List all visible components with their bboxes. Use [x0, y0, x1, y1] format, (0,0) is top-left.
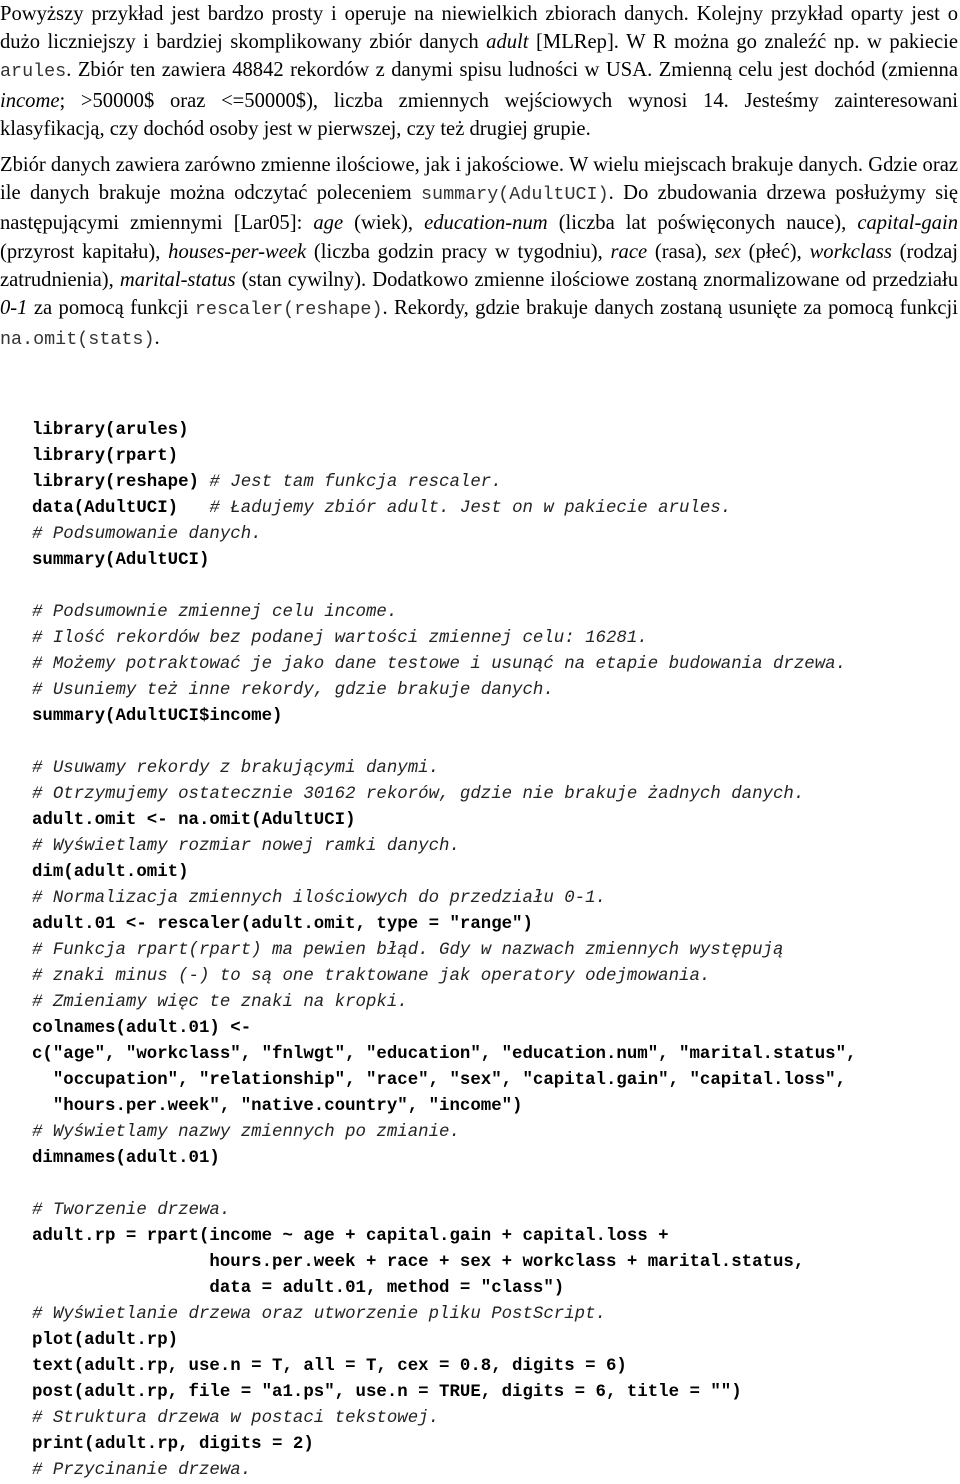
code-comment: # Zmieniamy więc te znaki na kropki.	[32, 993, 408, 1012]
code-line	[32, 912, 957, 938]
code-line	[32, 1094, 957, 1120]
variable-name: age	[313, 212, 344, 235]
variable-name: houses-per-week	[168, 240, 307, 263]
code-comment: # Otrzymujemy ostatecznie 30162 rekorów, gdzie nie brakuje żadnych danych.	[32, 785, 805, 804]
code-comment: # Podsumownie zmiennej celu income.	[32, 603, 398, 622]
code-line	[32, 808, 957, 834]
code-comment: # Ładujemy zbiór adult. Jest on w pakiecie arules.	[209, 499, 732, 518]
code-line	[32, 1120, 957, 1146]
code-command: text(adult.rp, use.n = T, all = T, cex = 0.8, digits = 6)	[32, 1357, 627, 1376]
code-line	[32, 1328, 957, 1354]
code-command: "hours.per.week", "native.country", "income")	[32, 1097, 523, 1116]
variable-name: race	[610, 240, 648, 263]
code-line	[32, 1198, 957, 1224]
code-command: library(reshape)	[32, 473, 210, 492]
code-line	[32, 1458, 957, 1484]
code-line	[32, 1042, 957, 1068]
code-line	[32, 1354, 957, 1380]
dataset-name: adult	[486, 31, 529, 54]
code-command: hours.per.week + race + sex + workclass + marital.status,	[32, 1253, 805, 1272]
paragraph-intro	[0, 0, 958, 143]
code-line	[32, 886, 957, 912]
code-line	[32, 1406, 957, 1432]
code-command: dim(adult.omit)	[32, 863, 189, 882]
text-run: (liczba godzin pracy w tygodniu),	[306, 240, 611, 263]
code-line	[32, 470, 957, 496]
code-command: c("age", "workclass", "fnlwgt", "education", "education.num", "marital.status",	[32, 1045, 857, 1064]
code-line	[32, 730, 957, 756]
text-run: Zbiór danych zawiera zarówno zmienne ilościowe, jak i jakościowe. W wielu miejscach brakuje danych. Gdzie oraz ile danych brakuje można odczytać poleceniem	[0, 154, 958, 205]
code-command: post(adult.rp, file = "a1.ps", use.n = TRUE, digits = 6, title = "")	[32, 1383, 742, 1402]
code-command: adult.rp = rpart(income ~ age + capital.gain + capital.loss +	[32, 1227, 669, 1246]
code-comment: # Struktura drzewa w postaci tekstowej.	[32, 1409, 440, 1428]
code-command: plot(adult.rp)	[32, 1331, 179, 1350]
code-comment: # Tworzenie drzewa.	[32, 1201, 231, 1220]
text-run: (rodzaj zatrudnienia),	[0, 240, 958, 291]
inline-code: rescaler(reshape)	[194, 299, 383, 321]
code-comment: # Usuniemy też inne rekordy, gdzie brakuje danych.	[32, 681, 554, 700]
code-comment: # Przycinanie drzewa.	[32, 1461, 252, 1480]
code-line	[32, 782, 957, 808]
code-line	[32, 1302, 957, 1328]
code-comment: # Ilość rekordów bez podanej wartości zmiennej celu: 16281.	[32, 629, 648, 648]
code-comment: # Podsumowanie danych.	[32, 525, 262, 544]
code-line	[32, 496, 957, 522]
variable-name: capital-gain	[857, 212, 958, 235]
text-run: ; >50000$ oraz <=50000$), liczba zmiennych wejściowych wynosi 14. Jesteśmy zainteresowani klasyfikacją, czy dochód osoby jest w pierwszej, czy też drugiej grupie.	[0, 89, 958, 140]
code-listing	[32, 418, 957, 1484]
code-command: summary(AdultUCI)	[32, 551, 210, 570]
code-comment: # znaki minus (-) to są one traktowane jak operatory odejmowania.	[32, 967, 711, 986]
variable-name: marital-status	[119, 268, 236, 291]
package-name: arules	[0, 61, 67, 83]
inline-code: summary(AdultUCI)	[421, 184, 609, 206]
code-line	[32, 1432, 957, 1458]
code-line	[32, 1250, 957, 1276]
variable-name: education-num	[424, 212, 548, 235]
code-command: print(adult.rp, digits = 2)	[32, 1435, 314, 1454]
code-line	[32, 522, 957, 548]
code-line	[32, 626, 957, 652]
code-line	[32, 1276, 957, 1302]
code-line	[32, 574, 957, 600]
text-run: za pomocą funkcji	[27, 297, 195, 320]
code-line	[32, 1146, 957, 1172]
code-comment: # Wyświetlamy rozmiar nowej ramki danych.	[32, 837, 460, 856]
code-line	[32, 1380, 957, 1406]
text-run: (przyrost kapitału),	[0, 240, 169, 263]
code-line	[32, 444, 957, 470]
text-run: (płeć),	[740, 240, 810, 263]
code-command: dimnames(adult.01)	[32, 1149, 220, 1168]
code-command: data(AdultUCI)	[32, 499, 210, 518]
text-run: (stan cywilny). Dodatkowo zmienne ilościowe zostaną znormalizowane od przedziału	[235, 268, 958, 291]
prose-section	[0, 0, 958, 354]
code-line	[32, 1068, 957, 1094]
text-run: . Zbiór ten zawiera 48842 rekordów z danymi spisu ludności w USA. Zmienną celu jest dochód (zmienna	[66, 59, 958, 82]
text-run: [MLRep]. W R można go znaleźć np. w pakiecie	[528, 31, 958, 54]
code-line	[32, 678, 957, 704]
code-comment: # Normalizacja zmiennych ilościowych do przedziału 0-1.	[32, 889, 606, 908]
range-label: 0-1	[0, 297, 28, 320]
code-comment: # Funkcja rpart(rpart) ma pewien błąd. Gdy w nazwach zmiennych występują	[32, 941, 784, 960]
code-command: library(arules)	[32, 421, 189, 440]
code-command: summary(AdultUCI$income)	[32, 707, 283, 726]
text-run: (wiek),	[343, 212, 425, 235]
code-comment: # Jest tam funkcja rescaler.	[209, 473, 502, 492]
code-line	[32, 756, 957, 782]
variable-name: sex	[714, 240, 741, 263]
code-comment: # Wyświetlamy nazwy zmiennych po zmianie.	[32, 1123, 460, 1142]
text-run: (liczba lat poświęconych nauce),	[547, 212, 858, 235]
code-comment: # Możemy potraktować je jako dane testowe i usunąć na etapie budowania drzewa.	[32, 655, 847, 674]
code-line	[32, 834, 957, 860]
code-command: library(rpart)	[32, 447, 179, 466]
code-line	[32, 964, 957, 990]
variable-name: income	[0, 89, 60, 112]
code-line	[32, 652, 957, 678]
inline-code: na.omit(stats)	[0, 329, 155, 351]
variable-name: workclass	[809, 240, 892, 263]
text-run: .	[154, 327, 160, 350]
code-line	[32, 990, 957, 1016]
paragraph-variables	[0, 151, 958, 354]
code-command: data = adult.01, method = "class")	[32, 1279, 565, 1298]
code-line	[32, 600, 957, 626]
code-command: adult.01 <- rescaler(adult.omit, type = "range")	[32, 915, 533, 934]
text-run: . Rekordy, gdzie brakuje danych zostaną usunięte za pomocą funkcji	[382, 297, 958, 320]
code-line	[32, 548, 957, 574]
code-command: adult.omit <- na.omit(AdultUCI)	[32, 811, 356, 830]
code-line	[32, 1016, 957, 1042]
code-line	[32, 1172, 957, 1198]
code-line	[32, 938, 957, 964]
text-run: Powyższy przykład jest bardzo prosty i operuje na niewielkich zbiorach danych. Kolejny przykład oparty jest o dużo liczniejszy i bardziej skomplikowany zbiór danych	[0, 3, 958, 54]
code-comment: # Wyświetlanie drzewa oraz utworzenie pliku PostScript.	[32, 1305, 606, 1324]
code-line	[32, 418, 957, 444]
text-run: (rasa),	[647, 240, 715, 263]
code-comment: # Usuwamy rekordy z brakującymi danymi.	[32, 759, 440, 778]
code-line	[32, 1224, 957, 1250]
code-line	[32, 704, 957, 730]
text-run: . Do zbudowania drzewa posłużymy się następującymi zmiennymi [Lar05]:	[0, 182, 958, 235]
code-line	[32, 860, 957, 886]
code-command: colnames(adult.01) <-	[32, 1019, 252, 1038]
code-command: "occupation", "relationship", "race", "sex", "capital.gain", "capital.loss",	[32, 1071, 847, 1090]
